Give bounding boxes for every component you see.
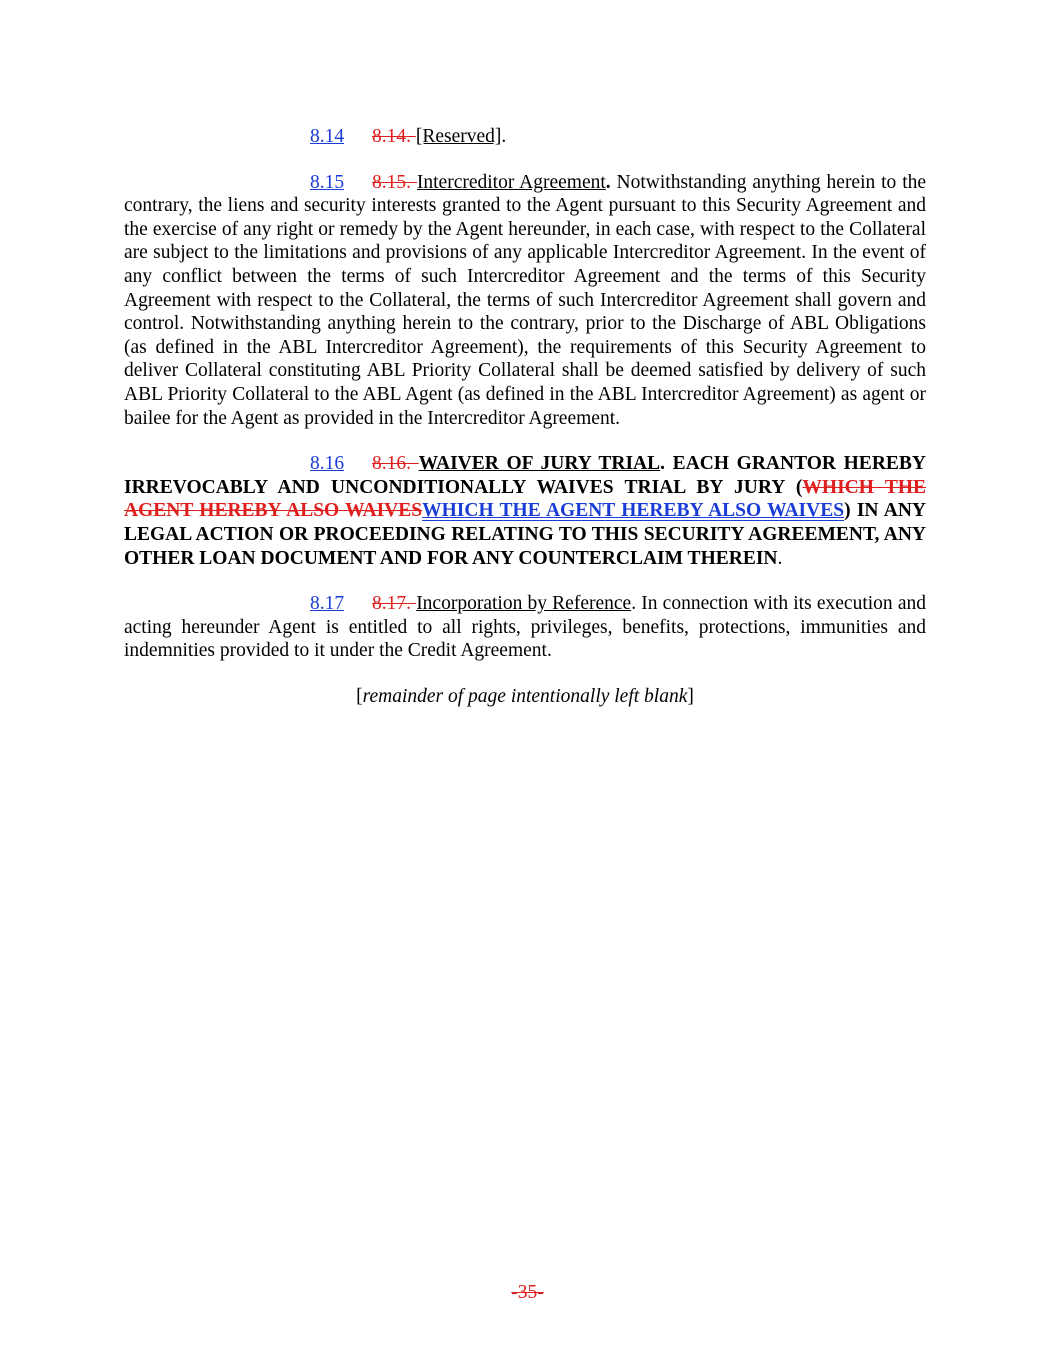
section-end: . bbox=[777, 547, 783, 569]
deleted-section-number: 8.17. bbox=[372, 593, 417, 615]
section-number[interactable]: 8.17 bbox=[310, 593, 345, 615]
remainder-text: remainder of page intentionally left blank bbox=[362, 685, 688, 707]
section-text: . EACH GRANTOR HEREBY IRREVOCABLY AND UNCONDITIONALLY WAIVES TRIAL BY JURY ( bbox=[124, 453, 926, 498]
inserted-text: WHICH THE AGENT HEREBY ALSO WAIVES bbox=[422, 500, 845, 522]
deleted-section-number: 8.16. bbox=[372, 453, 419, 475]
document-page bbox=[124, 125, 926, 730]
heading-period: . bbox=[605, 171, 611, 193]
deleted-section-number: 8.15. bbox=[372, 171, 417, 193]
section-8-16 bbox=[124, 452, 926, 570]
section-text-continued: ) IN ANY LEGAL ACTION OR PROCEEDING RELATING TO THIS SECURITY AGREEMENT, ANY OTHER LOAN DOCUMENT AND FOR ANY COUNTERCLAIM THEREIN bbox=[124, 500, 926, 569]
deleted-text: WHICH THE AGENT HEREBY ALSO WAIVES bbox=[124, 476, 926, 522]
section-body: Notwithstanding anything herein to the contrary, the liens and security interests granted to the Agent pursuant to this Security Agreement and the exercise of any right or remedy by the Agent hereunder, in each case, with respect to the Collateral are subject to the limitations and provisions of any applicable Intercreditor Agreement. In the event of any conflict between the terms of such Intercreditor Agreement and the terms of this Security Agreement with respect to the Collateral, the terms of such Intercreditor Agreement shall govern and control. Notwithstanding anything herein to the contrary, prior to the Discharge of ABL Obligations (as defined in the ABL Intercreditor Agreement), the requirements of this Security Agreement to deliver Collateral constituting ABL Priority Collateral shall be deemed satisfied by delivery of such ABL Priority Collateral to the ABL Agent (as defined in the ABL Intercreditor Agreement) as agent or bailee for the Agent as provided in the Intercreditor Agreement. bbox=[124, 171, 927, 429]
section-8-17 bbox=[124, 592, 926, 663]
page-number: -35- bbox=[511, 1282, 544, 1303]
section-8-14 bbox=[124, 125, 926, 149]
bracket-close: ] bbox=[687, 685, 694, 707]
deleted-section-number: 8.14. bbox=[372, 126, 416, 147]
section-heading: [Reserved] bbox=[415, 126, 502, 147]
section-heading: Intercreditor Agreement bbox=[416, 171, 606, 193]
section-number[interactable]: 8.15 bbox=[310, 171, 345, 193]
section-8-15 bbox=[124, 171, 926, 431]
section-number[interactable]: 8.16 bbox=[310, 453, 345, 475]
section-heading: WAIVER OF JURY TRIAL bbox=[418, 453, 661, 475]
bracket-open: [ bbox=[356, 685, 363, 707]
section-number[interactable]: 8.14 bbox=[310, 126, 345, 147]
remainder-note bbox=[124, 685, 926, 709]
section-text: . bbox=[501, 126, 507, 147]
section-heading: Incorporation by Reference bbox=[416, 593, 632, 615]
section-body: . In connection with its execution and acting hereunder Agent is entitled to all rights, privileges, benefits, protections, immunities and indemnities provided to it under the Credit Agreement. bbox=[124, 593, 927, 662]
